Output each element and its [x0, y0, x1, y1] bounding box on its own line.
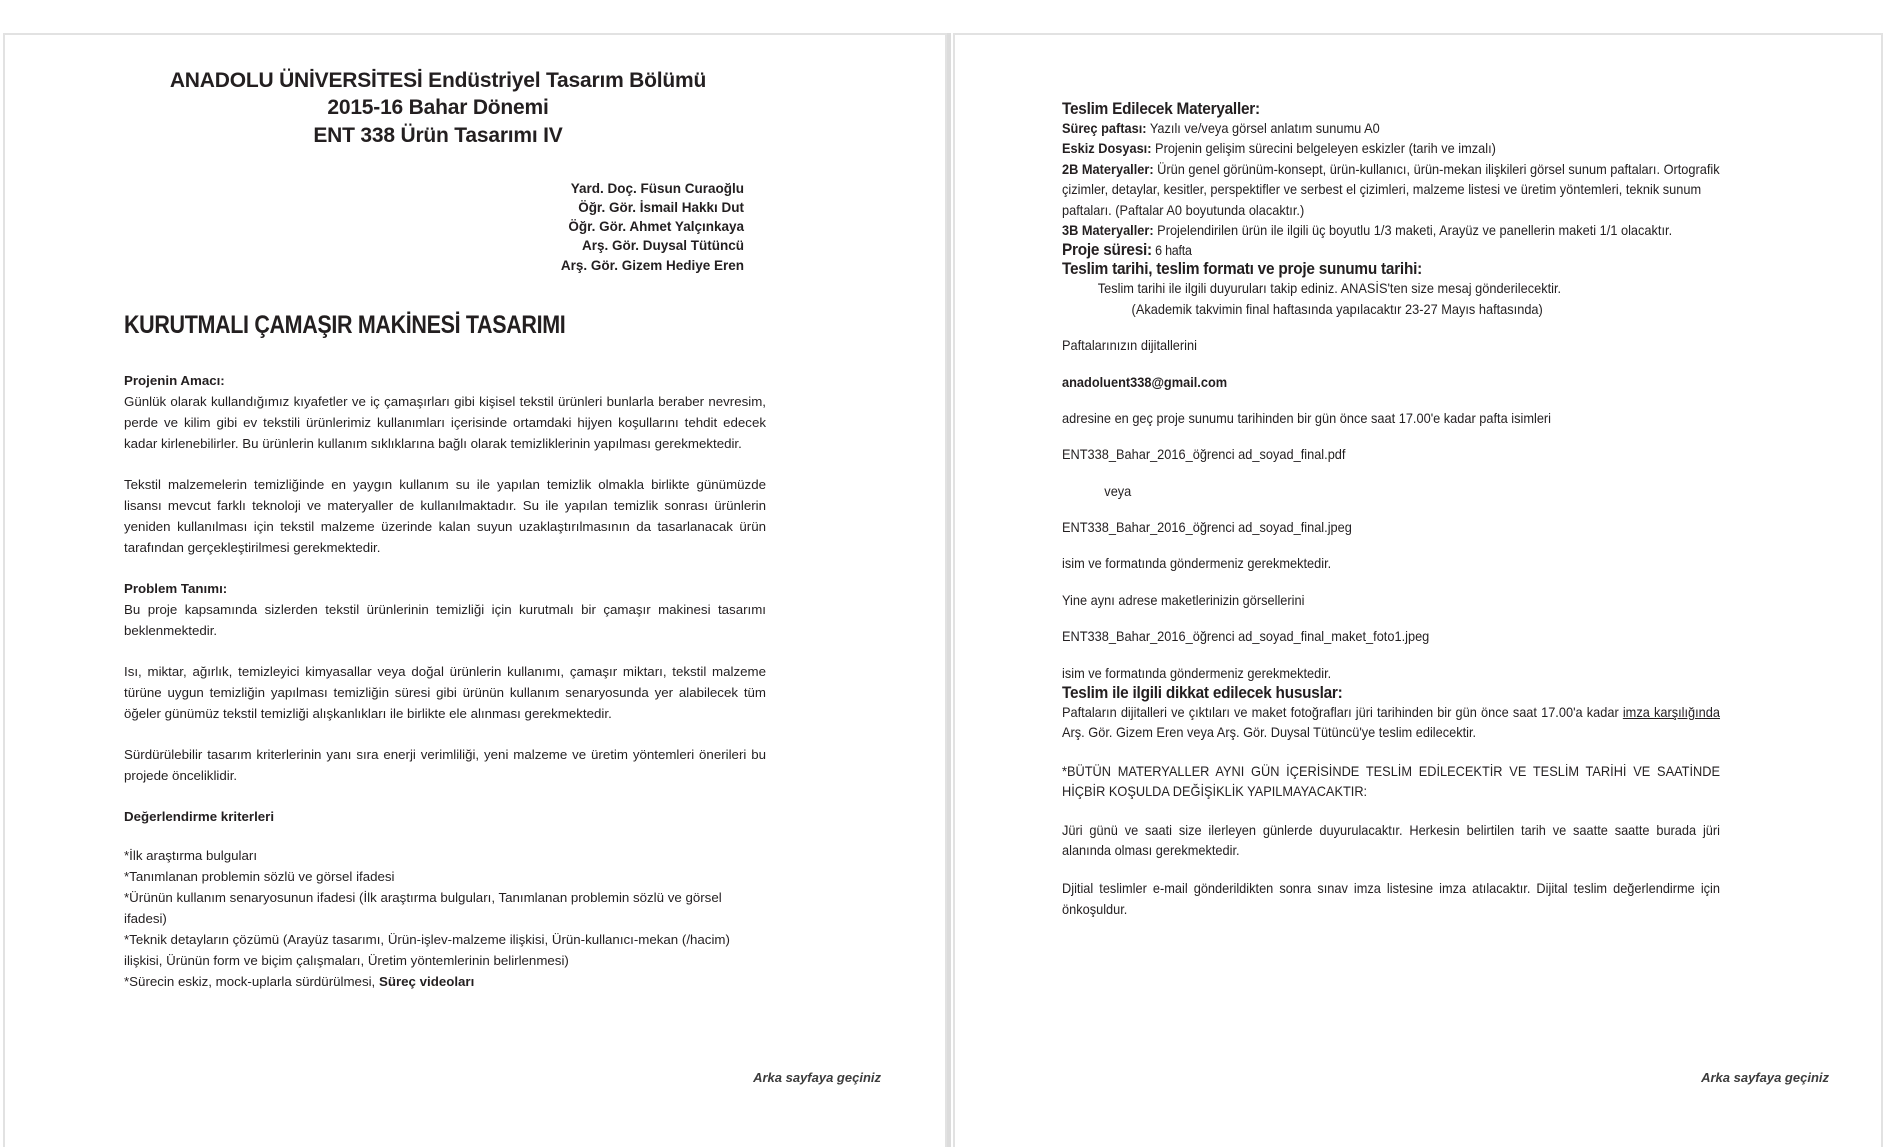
notes-paragraph-1	[1062, 703, 1720, 744]
criteria-list	[124, 845, 766, 992]
paragraph-problem-2: Isı, miktar, ağırlık, temizleyici kimyasallar veya doğal ürünlerin kullanımı, çamaşır miktarı, tekstil malzeme türüne uygun temizliğin yapılması temizliğin süresi gibi ürünün kullanım senaryosunda yer alabilecek tüm öğeler günümüz tekstil temizliği alışkanlıkları ile birlikte ele alınması gerekmektedir.	[124, 663, 766, 721]
notes-warning-allcaps: *BÜTÜN MATERYALLER AYNI GÜN İÇERİSİNDE TESLİM EDİLECEKTİR VE TESLİM TARİHİ VE SAATİNDE HİÇBİR KOŞULDA DEĞİŞİKLİK YAPILMAYACAKTIR:	[1062, 763, 1720, 800]
material-lead: 3B Materyaller:	[1062, 222, 1154, 238]
delivery-filename-jpeg: ENT338_Bahar_2016_öğrenci ad_soyad_final.jpeg	[1062, 520, 1352, 536]
criteria-item: *Ürünün kullanım senaryosunun ifadesi (İlk araştırma bulguları, Tanımlanan problemin sözlü ve görsel ifadesi)	[124, 889, 722, 926]
material-lead: 2B Materyaller:	[1062, 161, 1154, 177]
instructor-list	[124, 179, 766, 275]
delivery-model-photos-line: Yine aynı adrese maketlerinizin görsellerini	[1062, 592, 1305, 608]
criteria-item-last-bold: Süreç videoları	[378, 973, 475, 989]
page-2-content	[1062, 100, 1762, 920]
page-1-body	[124, 370, 766, 992]
instructor-item: Arş. Gör. Gizem Hediye Eren	[560, 257, 744, 273]
delivery-digital-line: Paftalarınızın dijitallerini	[1062, 338, 1197, 354]
material-item-eskiz	[1062, 139, 1720, 159]
material-text: Ürün genel görünüm-konsept, ürün-kullanıcı, ürün-mekan ilişkileri görsel sunum paftaları. Ortografik çizimler, detaylar, kesitler, perspektifler ve serbest el çizimleri, malzeme listesi ve üretim yöntemleri, teknik sunum paftaları. (Paftalar A0 boyutunda olacaktır.)	[1062, 161, 1720, 218]
page-2-footer-note: Arka sayfaya geçiniz	[1701, 1070, 1829, 1085]
delivery-calendar-line: (Akademik takvimin final haftasında yapılacaktır 23-27 Mayıs haftasında)	[1131, 301, 1543, 317]
material-lead: Eskiz Dosyası:	[1062, 141, 1152, 157]
project-title: KURUTMALI ÇAMAŞIR MAKİNESİ TASARIMI	[124, 310, 566, 339]
section-heading-delivery: Teslim tarihi, teslim formatı ve proje sunumu tarihi:	[1062, 260, 1423, 279]
criteria-item: *Teknik detayların çözümü (Arayüz tasarımı, Ürün-işlev-malzeme ilişkisi, Ürün-kullanıcı-mekan (/hacim) ilişkisi, Ürünün form ve biçim çalışmaları, Üretim yöntemlerinin belirlenmesi)	[124, 931, 730, 968]
page-gutter-divider	[947, 33, 951, 1147]
delivery-email-address: anadoluent338@gmail.com	[1062, 374, 1228, 390]
instructor-item: Yard. Doç. Füsun Curaoğlu	[570, 180, 744, 196]
delivery-filename-pdf: ENT338_Bahar_2016_öğrenci ad_soyad_final.pdf	[1062, 447, 1346, 463]
instructor-item: Öğr. Gör. Ahmet Yalçınkaya	[568, 219, 744, 235]
header-line-department: ANADOLU ÜNİVERSİTESİ Endüstriyel Tasarım Bölümü	[169, 69, 707, 92]
notes-p1-part-a: Paftaların dijitalleri ve çıktıları ve maket fotoğrafları jüri tarihinden bir gün önce saat 17.00'a kadar	[1062, 705, 1623, 721]
notes-p1-part-b: Arş. Gör. Gizem Eren veya Arş. Gör. Duysal Tütüncü'ye teslim edilecektir.	[1062, 725, 1477, 741]
instructor-item: Öğr. Gör. İsmail Hakkı Dut	[578, 200, 744, 216]
material-text: Yazılı ve/veya görsel anlatım sunumu A0	[1146, 121, 1380, 136]
project-duration	[1062, 241, 1713, 260]
paragraph-purpose-2: Tekstil malzemelerin temizliğinde en yaygın kullanım su ile yapılan temizlik olmakla birlikte günümüzde lisansı mevcut farklı teknoloji ve materyaller de kullanılmaktadır. Su ile yapılan temizlik sonrası ürünlerin yeniden kullanılması için tekstil malzeme üzerinde kalan suyun uzaklaştırılmasının da tasarlanacak ürün tarafından gerçekleştirilmesi gerekmektedir.	[124, 476, 766, 555]
notes-p1-underlined: imza karşılığında	[1622, 705, 1721, 721]
paragraph-problem-1: Bu proje kapsamında sizlerden tekstil ürünlerinin temizliği için kurutmalı bir çamaşır makinesi tasarımı beklenmektedir.	[124, 601, 766, 638]
material-text: Projenin gelişim sürecini belgeleyen eskizler (tarih ve imzalı)	[1151, 141, 1496, 157]
delivery-deadline-line: adresine en geç proje sunumu tarihinden bir gün önce saat 17.00'e kadar pafta isimleri	[1062, 410, 1552, 426]
criteria-item-last-plain: *Sürecin eskiz, mock-uplarla sürdürülmesi,	[124, 973, 379, 989]
notes-paragraph-jury: Jüri günü ve saati size ilerleyen günlerde duyurulacaktır. Herkesin belirtilen tarih ve saatte saatte burada jüri alanında olması gerekmektedir.	[1062, 822, 1720, 858]
section-heading-notes: Teslim ile ilgili dikkat edilecek hususlar:	[1062, 684, 1343, 703]
delivery-filename-maket: ENT338_Bahar_2016_öğrenci ad_soyad_final_maket_foto1.jpeg	[1062, 629, 1430, 645]
page-1-content	[124, 67, 766, 992]
section-heading-materials: Teslim Edilecek Materyaller:	[1062, 100, 1260, 118]
criteria-item: *Tanımlanan problemin sözlü ve görsel ifadesi	[124, 868, 395, 884]
project-duration-value: 6 hafta	[1151, 243, 1192, 259]
page-1-footer-note: Arka sayfaya geçiniz	[753, 1070, 881, 1085]
material-text: Projelendirilen ürün ile ilgili üç boyutlu 1/3 maketi, Arayüz ve panellerin maketi 1/1 olacaktır.	[1153, 222, 1673, 238]
material-item-surec	[1062, 119, 1720, 139]
delivery-format-note-1: isim ve formatında göndermeniz gerekmektedir.	[1062, 556, 1332, 572]
criteria-item: *İlk araştırma bulguları	[124, 847, 258, 863]
criteria-item-last	[124, 971, 766, 992]
delivery-format-note-2: isim ve formatında göndermeniz gerekmektedir.	[1062, 665, 1332, 681]
section-heading-problem: Problem Tanımı:	[124, 580, 228, 596]
material-item-2b	[1062, 160, 1720, 221]
project-duration-label: Proje süresi:	[1062, 241, 1152, 260]
section-heading-purpose: Projenin Amacı:	[124, 372, 225, 388]
header-line-term: 2015-16 Bahar Dönemi	[327, 96, 549, 120]
section-heading-criteria: Değerlendirme kriterleri	[124, 808, 275, 824]
material-item-3b	[1062, 221, 1720, 241]
document-header	[124, 67, 766, 149]
material-lead: Süreç paftası:	[1062, 121, 1147, 136]
paragraph-purpose-1: Günlük olarak kullandığımız kıyafetler ve iç çamaşırları gibi kişisel tekstil ürünleri bunlarla beraber nevresim, perde ve kilim gibi ev tekstili ürünlerimiz kullanımları içerisinde ortamdaki hijyen koşullarını tehdit edecek kadar kirlenebilirler. Bu ürünlerin kullanım sıklıklarına bağlı olarak temizliklerinin yapılması gerekmektedir.	[124, 393, 766, 451]
delivery-announcement-line: Teslim tarihi ile ilgili duyuruları takip ediniz. ANASİS'ten size mesaj gönderilecektir.	[1097, 281, 1562, 297]
instructor-item: Arş. Gör. Duysal Tütüncü	[581, 238, 744, 254]
delivery-or-label: veya	[1104, 483, 1132, 499]
paragraph-problem-3: Sürdürülebilir tasarım kriterlerinin yanı sıra enerji verimliliği, yeni malzeme ve üretim yöntemleri önerileri bu projede önceliklidir.	[124, 746, 766, 783]
page-2	[953, 33, 1883, 1147]
header-line-course: ENT 338 Ürün Tasarımı IV	[313, 123, 563, 147]
page-1	[3, 33, 947, 1147]
notes-paragraph-digital: Djitial teslimler e-mail gönderildikten sonra sınav imza listesine imza atılacaktır. Dijital teslim değerlendirme için önkoşuldur.	[1062, 881, 1720, 917]
